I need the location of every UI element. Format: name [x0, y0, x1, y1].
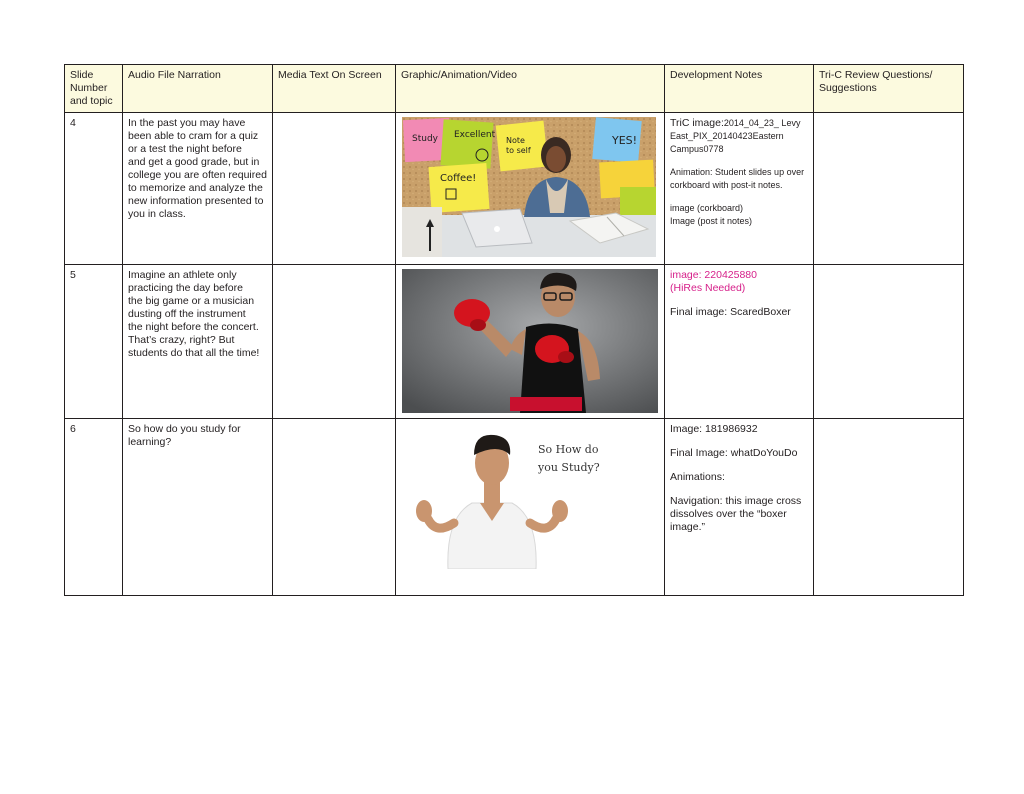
postit-coffee: [428, 163, 489, 213]
postit-green: [440, 119, 493, 168]
image-note: Image (post it notes): [670, 215, 753, 226]
header-media-text: Media Text On Screen: [273, 65, 396, 113]
narration-line: dusting off the instrument: [128, 308, 246, 320]
tric-image-label: TriC image:: [670, 117, 724, 129]
narration-line: been able to cram for a quiz: [128, 130, 259, 142]
note-to-self: to self: [506, 146, 531, 155]
narration-line: you in class.: [128, 208, 186, 220]
narration-line: So how do you study for: [128, 423, 241, 435]
narration-cell: [123, 419, 273, 596]
header-review: [814, 65, 964, 113]
note-study: Study: [412, 134, 438, 144]
review-cell: [814, 113, 964, 265]
navigation-note: image.”: [670, 521, 706, 533]
note-yes: YES!: [612, 134, 638, 147]
paper-sheet: [402, 207, 442, 257]
narration-cell: [123, 113, 273, 265]
narration-line: Imagine an athlete only: [128, 269, 237, 281]
narration-line: practicing the day before: [128, 282, 243, 294]
graphic-cell: [396, 419, 665, 596]
header-slide-line: Slide: [70, 69, 94, 81]
slide-number: 4: [65, 113, 123, 265]
dev-notes-cell: [665, 419, 814, 596]
header-row: [65, 65, 964, 113]
corkboard-illustration: [402, 117, 656, 257]
animation-note: Animations:: [670, 471, 725, 483]
media-text-cell: [273, 113, 396, 265]
narration-line: new information presented to: [128, 195, 264, 207]
left-hand-icon: [416, 500, 432, 522]
dev-notes-cell: [665, 113, 814, 265]
narration-line: or a test the night before: [128, 143, 242, 155]
header-review-line: Tri-C Review Questions/: [819, 69, 933, 81]
header-slide-number: [65, 65, 123, 113]
narration-line: That’s crazy, right? But: [128, 334, 235, 346]
narration-cell: [123, 265, 273, 419]
header-narration: Audio File Narration: [123, 65, 273, 113]
header-graphic: Graphic/Animation/Video: [396, 65, 665, 113]
review-cell: [814, 419, 964, 596]
final-image-note: Final image: ScaredBoxer: [670, 306, 791, 318]
media-text-cell: [273, 265, 396, 419]
image-id-note: image: 220425880: [670, 269, 757, 281]
postit-green-2: [620, 187, 656, 217]
scared-boxer-image: [402, 269, 658, 413]
table-row: [65, 113, 964, 265]
graphic-cell: [396, 113, 665, 265]
note-excellent: Excellent: [454, 130, 496, 140]
narration-line: learning?: [128, 436, 172, 448]
tric-image-id: 2014_04_23_ Levy: [723, 118, 801, 128]
header-dev-notes: Development Notes: [665, 65, 814, 113]
tric-image-id: Campus0778: [670, 143, 724, 154]
speech-text-line: So How do: [538, 443, 599, 456]
image-note: image (corkboard): [670, 203, 744, 213]
graphic-cell: [396, 265, 665, 419]
apple-logo-icon: [494, 226, 500, 232]
narration-line: college you are often required: [128, 169, 267, 181]
animation-note: corkboard with post-it notes.: [670, 179, 783, 190]
shrugging-man-illustration: [402, 423, 658, 569]
navigation-note: dissolves over the “boxer: [670, 508, 787, 520]
header-slide-line: and topic: [70, 95, 113, 107]
header-review-line: Suggestions: [819, 82, 877, 94]
note-coffee: Coffee!: [440, 173, 477, 184]
narration-line: In the past you may have: [128, 117, 246, 129]
narration-line: students do that all the time!: [128, 347, 260, 359]
navigation-note: Navigation: this image cross: [670, 495, 802, 507]
animation-note: Animation: Student slides up over: [670, 167, 805, 177]
table-row: [65, 419, 964, 596]
storyboard-table: [64, 64, 964, 596]
narration-line: to memorize and analyze the: [128, 182, 263, 194]
boxer-illustration: [402, 269, 658, 413]
hires-needed-note: (HiRes Needed): [670, 282, 746, 294]
header-slide-line: Number: [70, 82, 108, 94]
tric-image-id: East_PIX_20140423Eastern: [670, 131, 784, 141]
tric-image-line: [670, 117, 808, 130]
dev-notes-cell: [665, 265, 814, 419]
slide-number: 5: [65, 265, 123, 419]
table-row: [65, 265, 964, 419]
narration-line: and get a good grade, but in: [128, 156, 260, 168]
media-text-cell: [273, 419, 396, 596]
corkboard-student-image: [402, 117, 658, 257]
narration-line: the night before the concert.: [128, 321, 259, 333]
student-face: [546, 146, 566, 172]
final-image-note: Final Image: whatDoYouDo: [670, 447, 798, 459]
review-cell: [814, 265, 964, 419]
speech-text-line: you Study?: [538, 461, 600, 474]
right-hand-icon: [552, 500, 568, 522]
note-note: Note: [506, 136, 525, 145]
image-id-note: Image: 181986932: [670, 423, 758, 435]
narration-line: the big game or a musician: [128, 295, 255, 307]
red-shorts: [510, 397, 582, 411]
what-do-you-do-image: [402, 423, 658, 569]
slide-number: 6: [65, 419, 123, 596]
